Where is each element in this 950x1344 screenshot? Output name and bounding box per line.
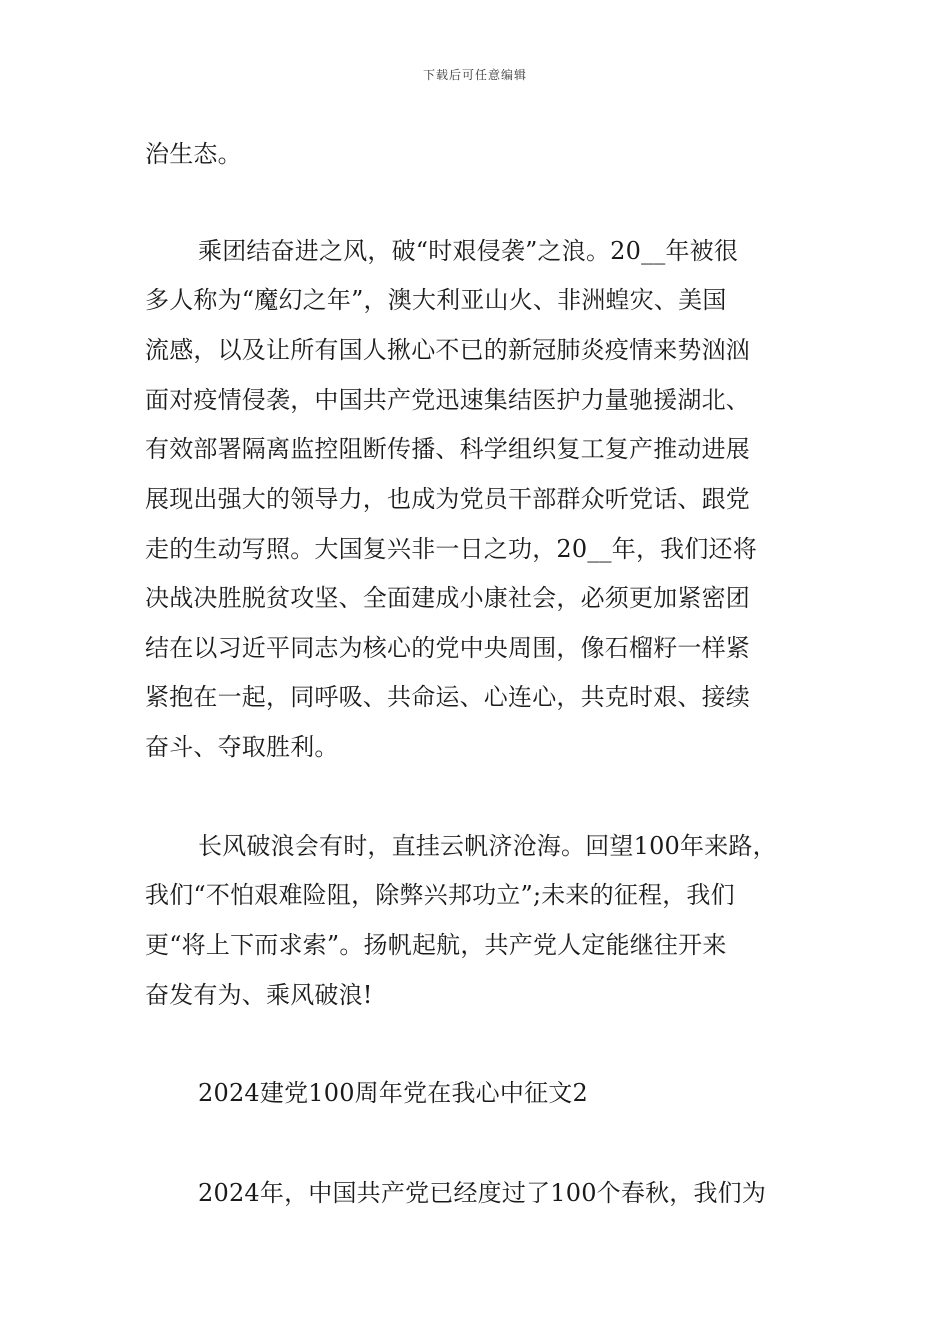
paragraph-line: 长风破浪会有时，直挂云帆济沧海。回望100年来路， [198, 832, 777, 860]
paragraph-line: 紧抱在一起，同呼吸、共命运、心连心，共克时艰、接续 [145, 683, 750, 711]
paragraph-line: 结在以习近平同志为核心的党中央周围，像石榴籽一样紧 [145, 634, 750, 662]
paragraph-line: 决战决胜脱贫攻坚、全面建成小康社会，必须更加紧密团 [145, 584, 750, 612]
paragraph-line: 展现出强大的领导力，也成为党员干部群众听党话、跟党 [145, 485, 750, 513]
paragraph-line: 走的生动写照。大国复兴非一日之功，20__年，我们还将 [145, 535, 757, 563]
section-title: 2024建党100周年党在我心中征文2 [198, 1079, 588, 1107]
paragraph-line: 2024年，中国共产党已经度过了100个春秋，我们为 [198, 1179, 767, 1207]
paragraph-line: 多人称为“魔幻之年”，澳大利亚山火、非洲蝗灾、美国 [145, 286, 727, 314]
paragraph-line: 奋发有为、乘风破浪! [145, 981, 373, 1009]
paragraph-line: 流感，以及让所有国人揪心不已的新冠肺炎疫情来势汹汹 [145, 336, 750, 364]
paragraph-line: 我们“不怕艰难险阻，除弊兴邦功立”;未来的征程，我们 [145, 881, 735, 909]
paragraph-line: 有效部署隔离监控阻断传播、科学组织复工复产推动进展 [145, 435, 750, 463]
paragraph-line: 面对疫情侵袭，中国共产党迅速集结医护力量驰援湖北、 [145, 386, 750, 414]
paragraph-line: 更“将上下而求索”。扬帆起航，共产党人定能继往开来 [145, 931, 727, 959]
page-header: 下载后可任意编辑 [422, 68, 527, 82]
paragraph-line: 治生态。 [145, 140, 242, 168]
paragraph-line: 乘团结奋进之风，破“时艰侵袭”之浪。20__年被很 [198, 237, 739, 265]
paragraph-line: 奋斗、夺取胜利。 [145, 733, 339, 761]
